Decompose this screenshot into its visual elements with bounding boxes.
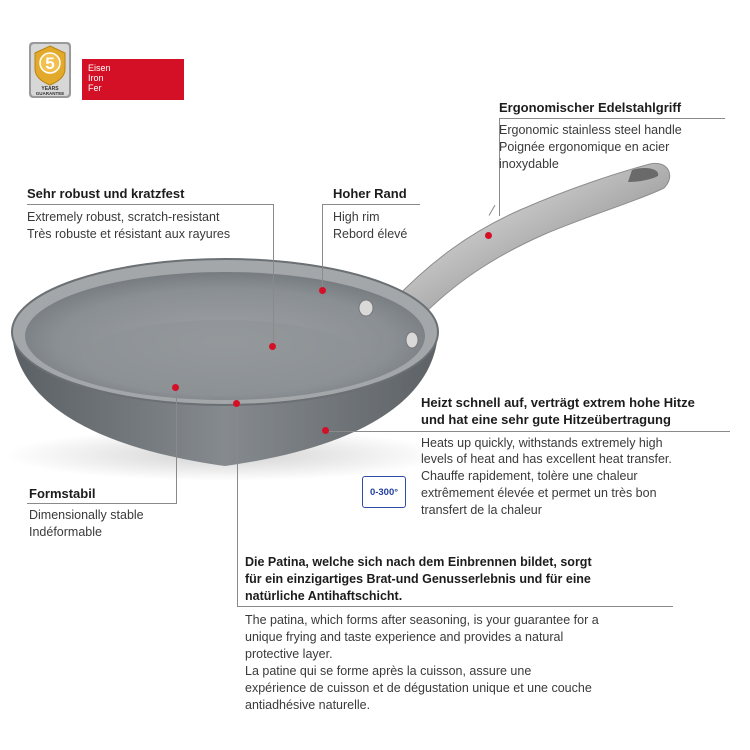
marker-patina: [233, 400, 240, 407]
temperature-range: 0-300°: [369, 486, 399, 498]
stable-en: Dimensionally stable: [29, 508, 144, 522]
patina-en1: The patina, which forms after seasoning, is your guarantee for a: [245, 613, 599, 627]
rim-fr: Rebord élevé: [333, 227, 408, 241]
leader-rim-h: [322, 204, 420, 205]
pan-bottom: [82, 320, 362, 396]
heat-en2: levels of heat and has excellent heat transfer.: [421, 452, 672, 466]
heat-en1: Heats up quickly, withstands extremely high: [421, 436, 663, 450]
rim-title: Hoher Rand: [333, 186, 407, 201]
leader-heat-h: [326, 431, 730, 432]
guarantee-line2: GUARANTEE: [35, 91, 65, 96]
heat-fr2: extrêmement élevée et permet un très bon: [421, 486, 657, 500]
heat-title1: Heizt schnell auf, verträgt extrem hohe Hitze: [421, 395, 695, 410]
leader-robust-v: [273, 204, 274, 346]
heat-fr1: Chauffe rapidement, tolère une chaleur: [421, 469, 638, 483]
handle-title: Ergonomischer Edelstahlgriff: [499, 100, 682, 115]
patina-fr1: La patine qui se forme après la cuisson, assure une: [245, 664, 532, 678]
guarantee-number: 5: [45, 54, 55, 73]
patina-title2: für ein einzigartiges Brat-und Genusserlebnis und für eine: [245, 572, 591, 586]
robust-en: Extremely robust, scratch-resistant: [27, 210, 220, 224]
rim-en: High rim: [333, 210, 380, 224]
stable-title: Formstabil: [29, 486, 96, 501]
heat-title2: und hat eine sehr gute Hitzeübertragung: [421, 412, 671, 427]
robust-title: Sehr robust und kratzfest: [27, 186, 185, 201]
temperature-badge: [362, 476, 406, 508]
leader-robust-h: [27, 204, 274, 205]
marker-heat: [322, 427, 329, 434]
patina-fr3: antiadhésive naturelle.: [245, 698, 371, 712]
robust-fr: Très robuste et résistant aux rayures: [27, 227, 231, 241]
stable-fr: Indéformable: [29, 525, 102, 539]
heat-fr3: transfert de la chaleur: [421, 503, 542, 517]
handle-fr1: Poignée ergonomique en acier: [499, 140, 670, 154]
handle-fr2: inoxydable: [499, 157, 559, 171]
patina-title1: Die Patina, welche sich nach dem Einbrennen bildet, sorgt: [245, 555, 592, 569]
material-en: Iron: [88, 73, 104, 83]
patina-en2: unique frying and taste experience and provides a natural: [245, 630, 564, 644]
rivet: [406, 332, 418, 348]
patina-fr2: expérience de cuisson et de dégustation unique et une couche: [245, 681, 592, 695]
guarantee-line1: YEARS: [41, 86, 59, 92]
material-fr: Fer: [88, 83, 102, 93]
marker-stable: [172, 384, 179, 391]
marker-rim: [319, 287, 326, 294]
leader-patina-v: [237, 404, 238, 606]
rivet: [359, 300, 373, 316]
marker-robust: [269, 343, 276, 350]
leader-stable-v: [176, 388, 177, 504]
handle-en: Ergonomic stainless steel handle: [499, 123, 682, 137]
leader-patina-h: [237, 606, 673, 607]
material-de: Eisen: [88, 63, 111, 73]
leader-stable-h: [27, 503, 177, 504]
patina-en3: protective layer.: [245, 647, 333, 661]
leader-rim-v: [322, 204, 323, 290]
pan-handle: [392, 163, 670, 320]
patina-title3: natürliche Antihaftschicht.: [245, 589, 403, 603]
leader-handle-h: [499, 118, 725, 119]
marker-handle: [485, 232, 492, 239]
